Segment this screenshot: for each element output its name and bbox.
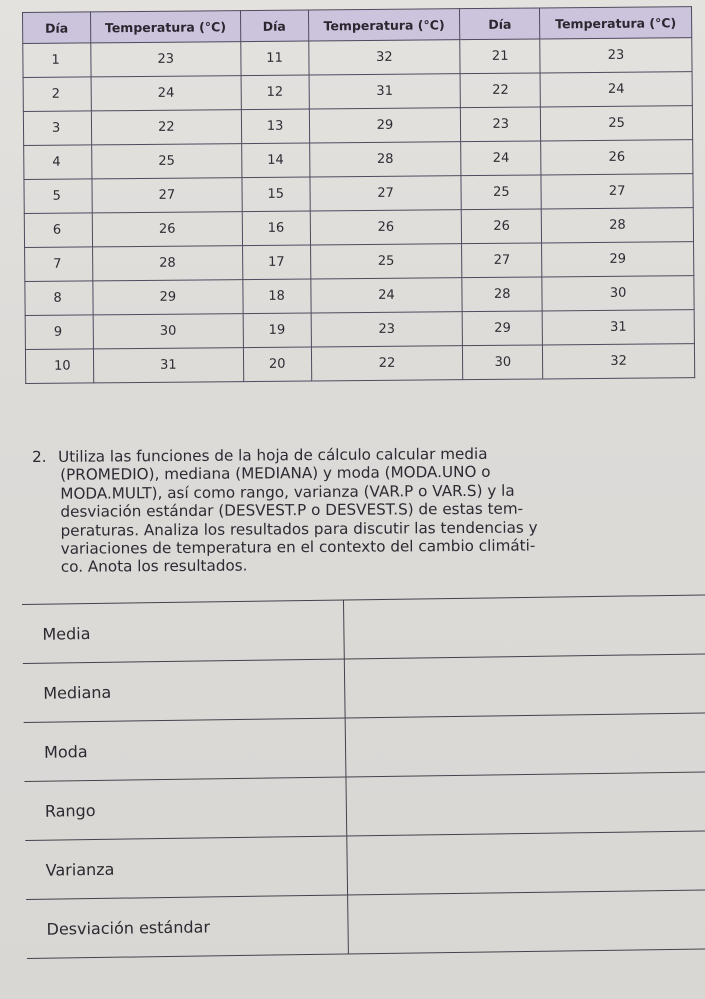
result-row-mediana xyxy=(23,653,705,722)
table-cell: 22 xyxy=(460,73,540,108)
header-dia-2: Día xyxy=(240,10,308,42)
table-cell: 2 xyxy=(23,77,91,112)
table-cell: 22 xyxy=(311,346,463,381)
table-cell: 31 xyxy=(542,310,694,345)
result-value-field[interactable] xyxy=(348,890,705,953)
instruction-line: desviación estándar (DESVEST.P o DESVEST.S) de estas tem- xyxy=(60,499,524,522)
result-value-field[interactable] xyxy=(344,595,705,658)
table-row xyxy=(24,208,693,248)
table-cell: 4 xyxy=(24,145,92,180)
table-cell: 1 xyxy=(23,43,91,78)
table-cell: 25 xyxy=(310,244,462,279)
result-label: Moda xyxy=(24,718,347,780)
table-cell: 30 xyxy=(542,276,694,311)
instruction-line: MODA.MULT), así como rango, varianza (VAR.P o VAR.S) y la xyxy=(60,481,515,503)
result-row-varianza xyxy=(25,830,705,899)
table-row xyxy=(24,140,693,180)
table-cell: 31 xyxy=(93,348,243,383)
table-cell: 7 xyxy=(25,247,93,282)
table-cell: 24 xyxy=(310,278,462,313)
table-cell: 27 xyxy=(541,174,693,209)
table-cell: 25 xyxy=(461,175,541,210)
table-cell: 24 xyxy=(91,76,241,111)
table-cell: 9 xyxy=(25,315,93,350)
table-cell: 14 xyxy=(241,143,309,178)
table-cell: 10 xyxy=(25,349,93,384)
table-cell: 23 xyxy=(461,107,541,142)
table-cell: 25 xyxy=(92,144,242,179)
table-cell: 26 xyxy=(462,209,542,244)
table-row xyxy=(25,344,694,384)
result-label: Desviación estándar xyxy=(26,895,349,957)
table-cell: 30 xyxy=(93,314,243,349)
table-cell: 27 xyxy=(462,243,542,278)
table-row xyxy=(24,174,693,214)
table-cell: 23 xyxy=(540,38,692,73)
table-cell: 28 xyxy=(92,246,242,281)
table-cell: 20 xyxy=(243,347,311,382)
table-row xyxy=(23,38,692,78)
table-cell: 5 xyxy=(24,179,92,214)
table-cell: 3 xyxy=(23,111,91,146)
instruction-line: (PROMEDIO), mediana (MEDIANA) y moda (MODA.UNO o xyxy=(60,463,491,485)
table-cell: 18 xyxy=(243,279,311,314)
result-row-media xyxy=(22,594,705,663)
table-cell: 19 xyxy=(243,313,311,348)
table-cell: 17 xyxy=(242,245,310,280)
table-cell: 32 xyxy=(543,344,695,379)
table-cell: 29 xyxy=(542,242,694,277)
table-cell: 26 xyxy=(541,140,693,175)
table-cell: 15 xyxy=(242,177,310,212)
instruction-line: variaciones de temperatura en el contexto del cambio climáti- xyxy=(60,536,536,558)
instruction-line: 2. Utiliza las funciones de la hoja de cálculo calcular media xyxy=(32,444,488,466)
table-cell: 28 xyxy=(462,277,542,312)
table-cell: 11 xyxy=(240,41,308,76)
result-value-field[interactable] xyxy=(346,713,705,776)
result-value-field[interactable] xyxy=(345,654,705,717)
table-row xyxy=(25,310,694,350)
table-cell: 24 xyxy=(540,72,692,107)
table-cell: 12 xyxy=(241,75,309,110)
table-cell: 32 xyxy=(308,40,460,75)
table-cell: 25 xyxy=(541,106,693,141)
result-label: Mediana xyxy=(23,659,346,721)
result-label: Media xyxy=(22,601,345,663)
table-cell: 24 xyxy=(461,141,541,176)
result-label: Varianza xyxy=(25,836,348,898)
results-table xyxy=(22,594,705,959)
table-cell: 28 xyxy=(541,208,693,243)
instruction-paragraph xyxy=(32,444,543,576)
result-row-desviacion-estandar xyxy=(26,889,705,959)
table-cell: 23 xyxy=(91,42,241,77)
result-value-field[interactable] xyxy=(346,772,705,835)
table-cell: 23 xyxy=(311,312,463,347)
header-temperatura-1: Temperatura (°C) xyxy=(90,11,240,43)
instruction-line: co. Anota los resultados. xyxy=(60,556,248,577)
temperature-table xyxy=(22,6,695,384)
table-row xyxy=(25,276,694,316)
table-row xyxy=(25,242,694,282)
header-temperatura-2: Temperatura (°C) xyxy=(308,9,460,41)
result-value-field[interactable] xyxy=(347,831,705,894)
result-label: Rango xyxy=(24,777,347,839)
header-dia-3: Día xyxy=(460,8,540,40)
table-cell: 13 xyxy=(241,109,309,144)
table-cell: 26 xyxy=(310,210,462,245)
table-cell: 6 xyxy=(24,213,92,248)
instruction-line: peraturas. Analiza los resultados para discutir las tendencias y xyxy=(60,518,538,540)
table-cell: 16 xyxy=(242,211,310,246)
table-cell: 29 xyxy=(462,311,542,346)
table-cell: 8 xyxy=(25,281,93,316)
table-row xyxy=(23,106,692,146)
table-cell: 27 xyxy=(310,176,462,211)
table-cell: 29 xyxy=(93,280,243,315)
table-cell: 28 xyxy=(309,142,461,177)
header-dia-1: Día xyxy=(23,12,91,44)
header-temperatura-3: Temperatura (°C) xyxy=(540,7,692,39)
result-row-rango xyxy=(24,771,705,840)
table-cell: 29 xyxy=(309,108,461,143)
result-row-moda xyxy=(24,712,705,781)
table-row xyxy=(23,72,692,112)
table-cell: 22 xyxy=(91,110,241,145)
table-cell: 26 xyxy=(92,212,242,247)
table-cell: 27 xyxy=(92,178,242,213)
table-cell: 30 xyxy=(463,345,543,380)
instruction-number: 2. xyxy=(32,447,47,466)
table-cell: 21 xyxy=(460,39,540,74)
table-cell: 31 xyxy=(309,74,461,109)
